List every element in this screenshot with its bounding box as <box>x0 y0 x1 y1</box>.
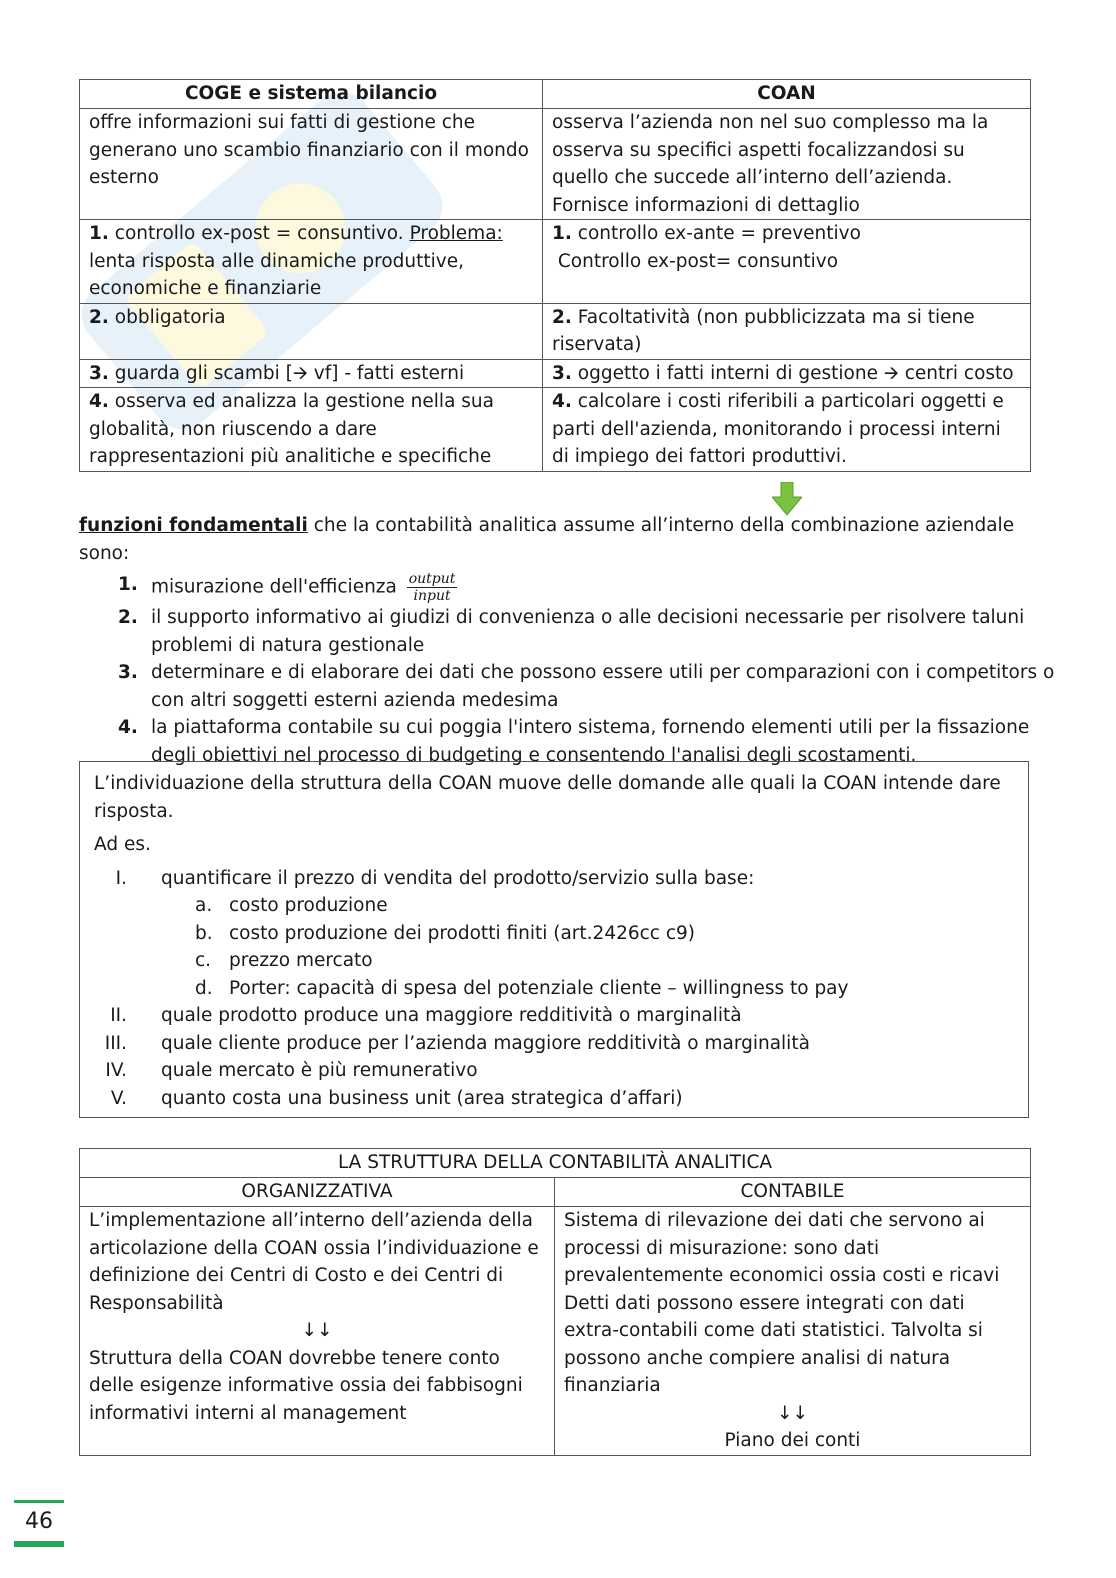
header-coge: COGE e sistema bilancio <box>80 80 543 109</box>
item-letter: b. <box>195 922 213 944</box>
cell-text: L’implementazione all’interno dell’azienda della articolazione della COAN ossia l’individuazione e definizione dei Centri di Costo e dei Centri di Responsabilità <box>89 1210 539 1314</box>
item-text: costo produzione dei prodotti finiti (art.2426cc c9) <box>229 922 696 944</box>
cell-text: Struttura della COAN dovrebbe tenere conto delle esigenze informative ossia dei fabbisogni informativi interni al management <box>89 1347 523 1424</box>
coge-cell <box>80 303 543 359</box>
contabile-cell <box>555 1207 1031 1456</box>
list-item <box>94 1030 1014 1058</box>
item-number: 2. <box>118 607 138 628</box>
header-organizzativa: ORGANIZZATIVA <box>80 1178 555 1207</box>
coan-cell <box>543 220 1031 304</box>
page-number: 46 <box>14 1500 64 1547</box>
item-number: 4. <box>89 391 109 412</box>
cell-text: Facoltatività (non pubblicizzata ma si tiene riservata) <box>552 306 975 355</box>
coge-cell <box>80 359 543 388</box>
coan-cell: osserva l’azienda non nel suo complesso ma la osserva su specifici aspetti focalizzandosi su quello che succede all’interno dell’azienda. Fornisce informazioni di dettaglio <box>543 109 1031 220</box>
funzioni-section <box>79 512 1059 769</box>
item-number: II. <box>110 1005 127 1026</box>
green-down-arrow-icon <box>772 482 802 516</box>
cell-text: obbligatoria <box>108 306 226 328</box>
coan-cell <box>543 388 1031 472</box>
item-text: prezzo mercato <box>229 950 373 971</box>
item-text: Porter: capacità di spesa del potenziale cliente – willingness to pay <box>229 977 849 999</box>
list-item <box>94 1085 1014 1113</box>
item-text: costo produzione <box>229 895 388 916</box>
cell-text: controllo ex-ante = preventivo <box>571 223 861 244</box>
cell-text: oggetto i fatti interni di gestione 🡪 centri costo <box>571 362 1014 384</box>
item-text: misurazione dell'efficienza <box>151 576 403 598</box>
item-letter: d. <box>195 977 213 999</box>
funzioni-title: funzioni fondamentali <box>79 515 308 536</box>
funzioni-lead-text: che la contabilità analitica assume all’interno della combinazione aziendale sono: <box>79 515 1015 564</box>
sub-item <box>161 892 1014 920</box>
item-number: I. <box>115 867 127 889</box>
coan-cell <box>543 303 1031 359</box>
sub-list <box>161 892 1014 1002</box>
table-row <box>80 1207 1031 1456</box>
coge-cell: offre informazioni sui fatti di gestione che generano uno scambio finanziario con il mondo esterno <box>80 109 543 220</box>
coge-cell <box>80 388 543 472</box>
item-number: III. <box>104 1032 127 1054</box>
item-number: 1. <box>552 223 572 244</box>
efficiency-fraction <box>407 571 458 604</box>
item-text: determinare e di elaborare dei dati che possono essere utili per comparazioni con i competitors o con altri soggetti esterni azienda medesima <box>151 662 1055 711</box>
coan-questions-box <box>79 761 1029 1118</box>
item-text: il supporto informativo ai giudizi di convenienza o alle decisioni necessarie per risolvere taluni problemi di natura gestionale <box>151 607 1025 656</box>
item-number: 3. <box>552 362 572 384</box>
item-text: quale cliente produce per l’azienda maggiore redditività o marginalità <box>161 1032 810 1054</box>
funzioni-list <box>79 571 1059 769</box>
item-text: quantificare il prezzo di vendita del prodotto/servizio sulla base: <box>161 867 755 889</box>
table-row <box>80 220 1031 304</box>
cell-text: calcolare i costi riferibili a particolari oggetti e parti dell'azienda, monitorando i processi interni di impiego dei fattori produttivi. <box>552 391 1004 467</box>
cell-text: controllo ex-post = consuntivo. <box>108 223 410 244</box>
item-number: 2. <box>552 306 572 328</box>
header-contabile: CONTABILE <box>555 1178 1031 1207</box>
item-number: V. <box>110 1087 127 1109</box>
item-text: la piattaforma contabile su cui poggia l'intero sistema, fornendo elementi utili per la fissazione degli obiettivi nel processo di budgeting e consentendo l'analisi degli scostamenti. <box>151 717 1030 766</box>
table-header-row <box>80 1178 1031 1207</box>
coan-cell <box>543 359 1031 388</box>
box-example-label: Ad es. <box>94 834 151 855</box>
list-item <box>94 1057 1014 1085</box>
item-letter: c. <box>195 950 212 971</box>
item-number: 4. <box>552 391 572 412</box>
organizzativa-cell <box>80 1207 555 1456</box>
item-text: quanto costa una business unit (area strategica d’affari) <box>161 1087 683 1109</box>
box-intro: L’individuazione della struttura della COAN muove delle domande alle quali la COAN intende dare risposta. <box>94 773 1001 822</box>
table-row <box>80 303 1031 359</box>
table-title-row <box>80 1149 1031 1178</box>
sub-item <box>161 975 1014 1003</box>
item-letter: a. <box>195 895 213 916</box>
piano-dei-conti: Piano dei conti <box>724 1430 861 1451</box>
item-text: quale prodotto produce una maggiore redditività o marginalità <box>161 1005 742 1026</box>
item-number: 3. <box>118 662 138 683</box>
sub-item <box>161 920 1014 948</box>
structure-table <box>79 1148 1031 1456</box>
fraction-denominator: input <box>413 588 451 604</box>
item-number: 4. <box>118 717 138 738</box>
table-header-row <box>80 80 1031 109</box>
sub-item <box>161 947 1014 975</box>
structure-table-title: LA STRUTTURA DELLA CONTABILITÀ ANALITICA <box>80 1149 1031 1178</box>
item-number: 1. <box>89 223 109 244</box>
list-item <box>79 604 1059 659</box>
table-row <box>80 388 1031 472</box>
item-number: IV. <box>105 1060 127 1081</box>
questions-list <box>94 865 1014 1113</box>
cell-text: Controllo ex-post= consuntivo <box>552 250 839 272</box>
down-arrows-icon: ↓↓ <box>301 1320 333 1341</box>
table-row <box>80 109 1031 220</box>
table-row <box>80 359 1031 388</box>
comparison-table <box>79 79 1031 472</box>
cell-text: Sistema di rilevazione dei dati che servono ai processi di misurazione: sono dati prevalentemente economici ossia costi e ricavi Detti dati possono essere integrati con dati extra-contabili come dati statistici. Talvolta si possono anche compiere analisi di natura finanziaria <box>564 1210 1000 1396</box>
item-number: 1. <box>118 574 138 595</box>
item-text: quale mercato è più remunerativo <box>161 1060 478 1081</box>
list-item <box>79 571 1059 604</box>
list-item <box>94 1002 1014 1030</box>
fraction-numerator: output <box>408 571 456 587</box>
down-arrows-icon: ↓↓ <box>776 1402 808 1424</box>
problem-label: Problema: <box>409 223 503 244</box>
list-item <box>94 865 1014 1003</box>
cell-text: osserva ed analizza la gestione nella sua globalità, non riuscendo a dare rappresentazioni più analitiche e specifiche <box>89 391 494 467</box>
funzioni-lead <box>79 512 1059 567</box>
item-number: 3. <box>89 362 109 384</box>
coge-cell <box>80 220 543 304</box>
header-coan: COAN <box>543 80 1031 109</box>
list-item <box>79 659 1059 714</box>
item-number: 2. <box>89 306 109 328</box>
cell-text: guarda gli scambi [🡪 vf] - fatti esterni <box>108 362 465 384</box>
cell-text: lenta risposta alle dinamiche produttive, economiche e finanziarie <box>89 250 465 299</box>
